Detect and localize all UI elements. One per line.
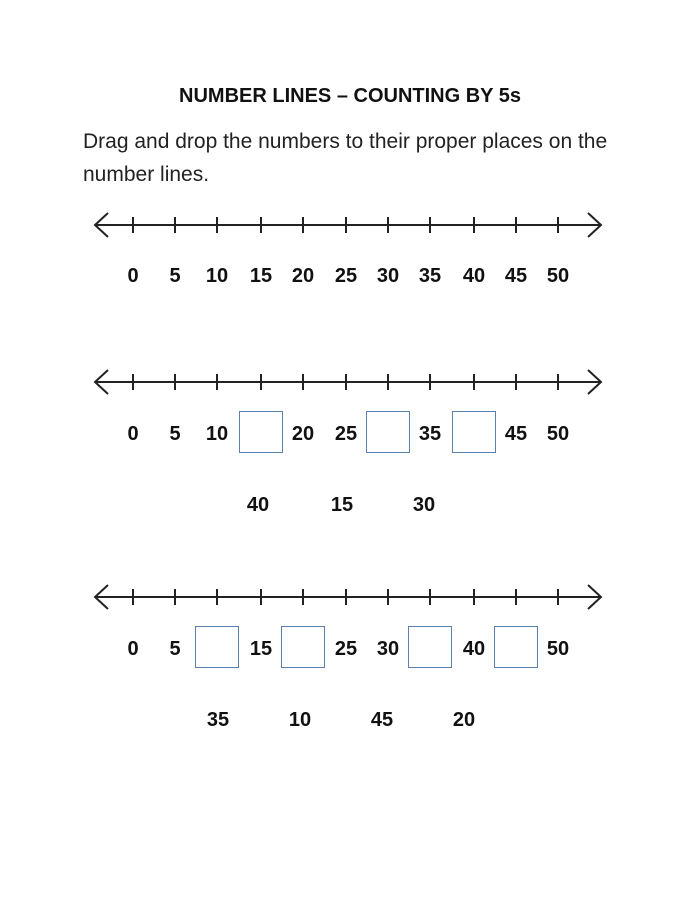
tick-label: 25 xyxy=(334,638,358,660)
tick-label: 35 xyxy=(418,265,442,287)
number-line-1 xyxy=(88,205,608,245)
drop-box[interactable] xyxy=(494,626,538,668)
tick-label: 20 xyxy=(291,423,315,445)
tick-label: 25 xyxy=(334,423,358,445)
page-title: NUMBER LINES – COUNTING BY 5s xyxy=(179,85,521,107)
tick-label: 45 xyxy=(504,265,528,287)
tick-label: 40 xyxy=(462,265,486,287)
drop-box[interactable] xyxy=(452,411,496,453)
tick-label: 0 xyxy=(127,265,139,287)
drop-box[interactable] xyxy=(195,626,239,668)
tick-label: 45 xyxy=(504,423,528,445)
drop-box[interactable] xyxy=(239,411,283,453)
tick-label: 30 xyxy=(376,638,400,660)
tick-label: 35 xyxy=(418,423,442,445)
instructions-text: Drag and drop the numbers to their proper places on the number lines. xyxy=(83,130,608,186)
draggable-number-tile[interactable]: 20 xyxy=(452,709,476,731)
drop-box[interactable] xyxy=(281,626,325,668)
tick-label: 10 xyxy=(205,265,229,287)
tick-label: 5 xyxy=(169,638,181,660)
number-line-3 xyxy=(88,577,608,617)
draggable-number-tile[interactable]: 15 xyxy=(330,494,354,516)
draggable-number-tile[interactable]: 30 xyxy=(412,494,436,516)
tick-label: 15 xyxy=(249,638,273,660)
tick-label: 20 xyxy=(291,265,315,287)
tick-label: 15 xyxy=(249,265,273,287)
tick-label: 5 xyxy=(169,265,181,287)
drop-box[interactable] xyxy=(408,626,452,668)
tick-label: 30 xyxy=(376,265,400,287)
number-line-2 xyxy=(88,362,608,402)
tick-label: 0 xyxy=(127,638,139,660)
tick-label: 0 xyxy=(127,423,139,445)
draggable-number-tile[interactable]: 35 xyxy=(206,709,230,731)
drop-box[interactable] xyxy=(366,411,410,453)
tick-label: 5 xyxy=(169,423,181,445)
tick-label: 50 xyxy=(546,423,570,445)
tick-label: 25 xyxy=(334,265,358,287)
draggable-number-tile[interactable]: 40 xyxy=(246,494,270,516)
tick-label: 50 xyxy=(546,265,570,287)
tick-label: 10 xyxy=(205,423,229,445)
tick-label: 40 xyxy=(462,638,486,660)
draggable-number-tile[interactable]: 45 xyxy=(370,709,394,731)
tick-label: 50 xyxy=(546,638,570,660)
draggable-number-tile[interactable]: 10 xyxy=(288,709,312,731)
